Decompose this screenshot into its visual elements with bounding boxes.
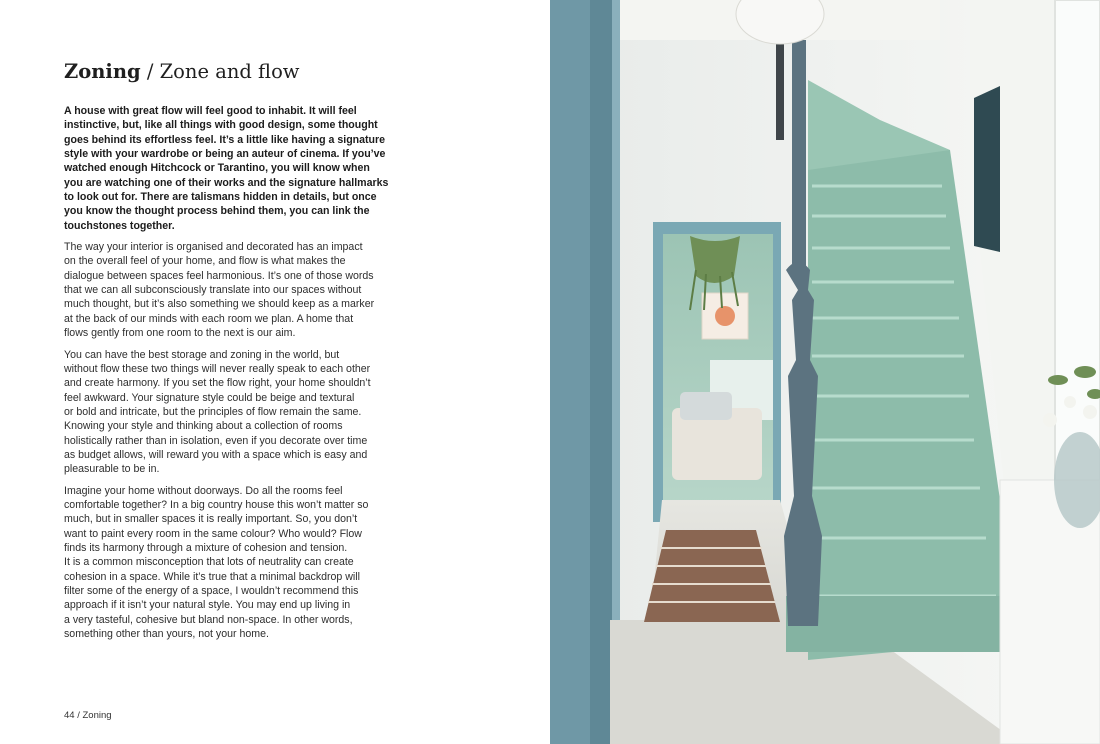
striped-rug xyxy=(644,530,780,622)
text-line: Knowing your style and thinking about a collection of rooms xyxy=(64,420,343,433)
heading-separator: / xyxy=(140,60,160,83)
text-line: comfortable together? In a big country house this won’t matter so xyxy=(64,498,369,511)
heading-section: Zoning xyxy=(64,60,141,83)
text-line: pleasurable to be in. xyxy=(64,463,160,476)
text-line: dialogue between spaces feel harmonious. It’s one of those words xyxy=(64,269,374,282)
text-line: something other than yours, not your home. xyxy=(64,628,269,641)
handrail-post xyxy=(792,40,806,270)
heading-title: Zone and flow xyxy=(159,60,300,83)
text-line: touchstones together. xyxy=(64,219,175,232)
text-line: You can have the best storage and zoning in the world, but xyxy=(64,348,340,361)
hallway-illustration xyxy=(550,0,1100,744)
text-line: flows gently from one room to the next is our aim. xyxy=(64,327,296,340)
armchair-cushion xyxy=(680,392,732,420)
left-door-frame-shadow xyxy=(590,0,612,744)
text-line: without flow these two things will never really speak to each other xyxy=(64,362,371,375)
text-line: to look out for. There are talismans hidden in details, but once xyxy=(64,191,377,204)
text-line: as budget allows, will reward you with a space which is easy and xyxy=(64,448,368,461)
window xyxy=(1055,0,1100,500)
text-line: It is a common misconception that lots of neutrality can create xyxy=(64,556,354,569)
hallway-photo xyxy=(550,0,1100,744)
text-line: cohesion in a space. While it’s true that a minimal backdrop will xyxy=(64,570,360,583)
text-line: holistically rather than in isolation, even if you decorate over time xyxy=(64,434,368,447)
body-paragraph xyxy=(64,104,389,233)
artwork-detail xyxy=(715,306,735,326)
text-line: that we can all subconsciously translate into our spaces without xyxy=(64,284,362,297)
text-line: much thought, but it’s also something we should keep as a marker xyxy=(64,298,375,311)
text-line: watched enough Hitchcock or Tarantino, you will know when xyxy=(64,162,370,175)
text-line: and create harmony. If you set the flow right, your home shouldn’t xyxy=(64,377,371,390)
text-line: you are watching one of their works and the signature hallmarks xyxy=(64,176,389,189)
text-line: style with your wardrobe or being an auteur of cinema. If you’ve xyxy=(64,148,386,161)
text-line: at the back of our minds with each room we plan. A home that xyxy=(64,312,354,325)
folio xyxy=(64,710,112,721)
folio-separator: / xyxy=(74,710,83,721)
text-line: finds its harmony through a mixture of cohesion and tension. xyxy=(64,541,348,554)
body-paragraph xyxy=(64,240,382,340)
page-heading xyxy=(64,60,300,83)
text-line: much, but in smaller spaces it is really important. So, you don’t xyxy=(64,513,358,526)
text-line: goes behind its effortless feel. It’s a little like having a signature xyxy=(64,133,386,146)
text-line: A house with great flow will feel good to inhabit. It will feel xyxy=(64,105,357,117)
text-line: a very tasteful, cohesive but bland non-space. In other words, xyxy=(64,613,353,626)
text-line: want to paint every room in the same colour? Who would? Flow xyxy=(64,527,362,540)
body-paragraph xyxy=(64,484,382,642)
light-rod xyxy=(776,40,784,140)
body-text xyxy=(64,104,389,648)
text-line: approach if it isn’t your natural style. You may end up living in xyxy=(64,599,351,612)
body-paragraph xyxy=(64,348,382,477)
text-line: or bold and intricate, but the principles of flow remain the same. xyxy=(64,405,362,418)
text-line: you know the thought process behind them, you can link the xyxy=(64,205,370,218)
framed-painting xyxy=(974,86,1000,252)
folio-section: Zoning xyxy=(82,710,112,721)
text-line: filter some of the energy of a space, I wouldn’t recommend this xyxy=(64,585,359,597)
page-number: 44 xyxy=(64,710,75,721)
text-line: The way your interior is organised and decorated has an impact xyxy=(64,241,363,254)
text-line: on the overall feel of your home, and flow is what makes the xyxy=(64,255,346,268)
text-line: instinctive, but, like all things with good design, some thought xyxy=(64,119,378,132)
text-line: feel awkward. Your signature style could be beige and textural xyxy=(64,391,355,404)
text-line: Imagine your home without doorways. Do all the rooms feel xyxy=(64,484,343,497)
